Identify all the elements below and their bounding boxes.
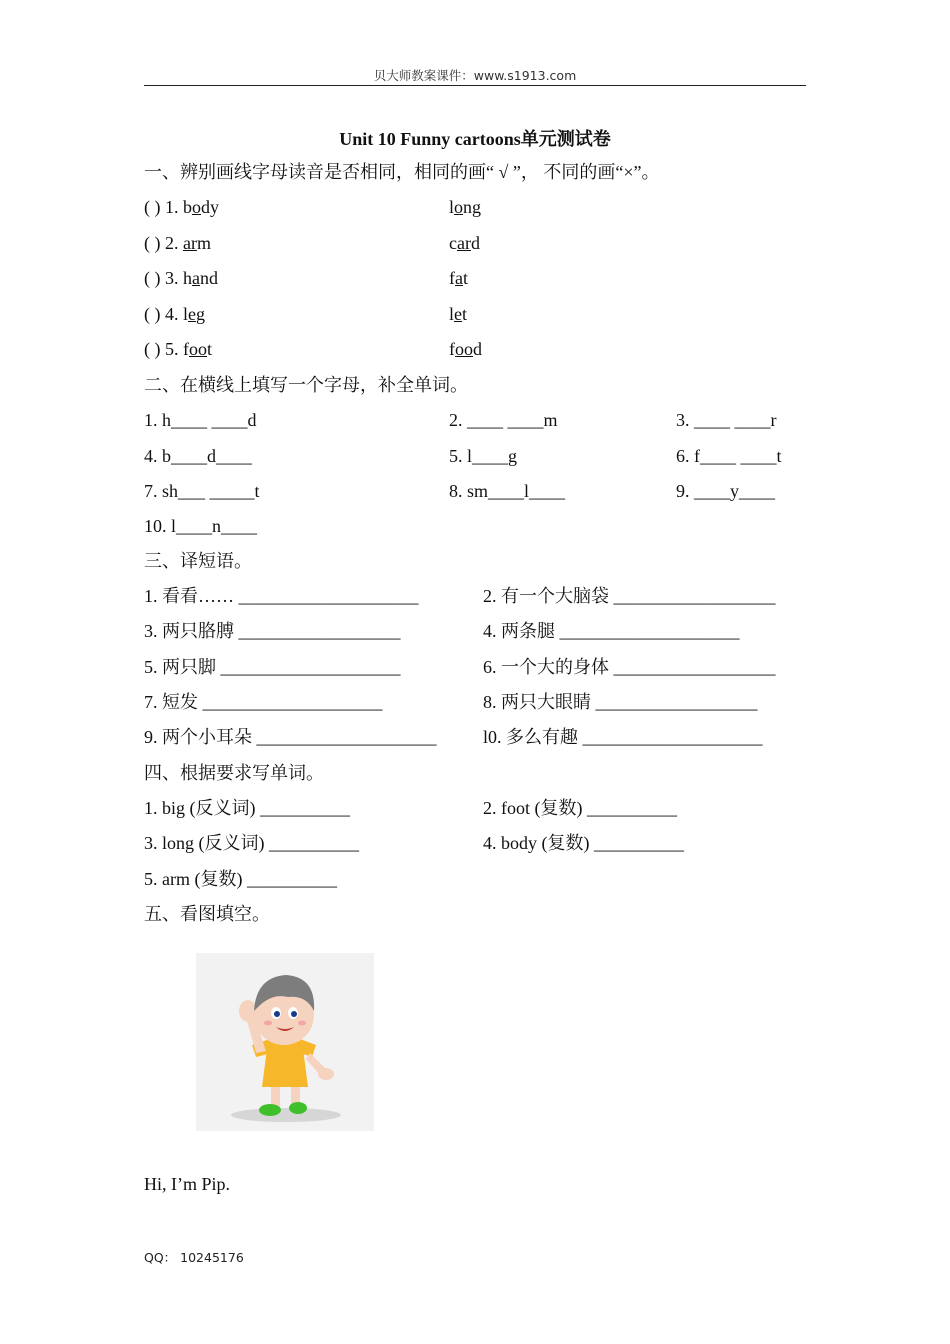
fill-item: 1. h____ ____d	[144, 410, 257, 430]
fill-item: 6. f____ ____t	[676, 446, 782, 466]
phonics-compare-word: let	[449, 304, 468, 324]
word-item: 2. foot (复数) __________	[483, 798, 677, 818]
fill-item: 5. l____g	[449, 446, 518, 466]
word-item: 4. body (复数) __________	[483, 833, 684, 853]
phonics-compare-word: fat	[449, 268, 469, 288]
section5-heading: 五、看图填空。	[144, 904, 270, 924]
translate-item: 2. 有一个大脑袋 __________________	[483, 586, 776, 606]
translate-item: 8. 两只大眼睛 __________________	[483, 692, 758, 712]
section3-heading: 三、译短语。	[144, 551, 252, 571]
picture-caption: Hi, I’m Pip.	[144, 1174, 231, 1194]
word-item: 5. arm (复数) __________	[144, 869, 337, 889]
phonics-item: ( ) 2. arm	[144, 233, 211, 253]
translate-item: 9. 两个小耳朵 ____________________	[144, 727, 437, 747]
phonics-item: ( ) 1. body	[144, 197, 219, 217]
fill-item: 9. ____y____	[676, 481, 775, 501]
phonics-item: ( ) 5. foot	[144, 339, 213, 359]
translate-item: 1. 看看…… ____________________	[144, 586, 419, 606]
word-item: 1. big (反义词) __________	[144, 798, 350, 818]
phonics-compare-word: card	[449, 233, 480, 253]
fill-item: 4. b____d____	[144, 446, 252, 466]
section4-heading: 四、根据要求写单词。	[144, 763, 324, 783]
fill-item: 10. l____n____	[144, 516, 258, 536]
translate-item: 3. 两只胳膊 __________________	[144, 621, 401, 641]
section2-heading: 二、在横线上填写一个字母，补全单词。	[144, 375, 468, 395]
header-rule	[144, 85, 806, 86]
section1-heading: 一、辨别画线字母读音是否相同，相同的画“ √ ”， 不同的画“×”。	[144, 162, 660, 182]
phonics-compare-word: long	[449, 197, 482, 217]
page-header: 贝大师教案课件：www.s1913.com	[373, 68, 577, 83]
fill-item: 7. sh___ _____t	[144, 481, 260, 501]
fill-item: 8. sm____l____	[449, 481, 566, 501]
phonics-item: ( ) 4. leg	[144, 304, 206, 324]
translate-item: 6. 一个大的身体 __________________	[483, 657, 776, 677]
cartoon-boy-illustration	[196, 953, 374, 1131]
fill-item: 3. ____ ____r	[676, 410, 777, 430]
translate-item: 4. 两条腿 ____________________	[483, 621, 740, 641]
phonics-compare-word: food	[449, 339, 482, 359]
translate-item: l0. 多么有趣 ____________________	[483, 727, 763, 747]
phonics-item: ( ) 3. hand	[144, 268, 218, 288]
fill-item: 2. ____ ____m	[449, 410, 558, 430]
word-item: 3. long (反义词) __________	[144, 833, 359, 853]
translate-item: 5. 两只脚 ____________________	[144, 657, 401, 677]
page-title: Unit 10 Funny cartoons单元测试卷	[339, 129, 611, 149]
translate-item: 7. 短发 ____________________	[144, 692, 383, 712]
page-footer: QQ： 10245176	[144, 1250, 244, 1265]
